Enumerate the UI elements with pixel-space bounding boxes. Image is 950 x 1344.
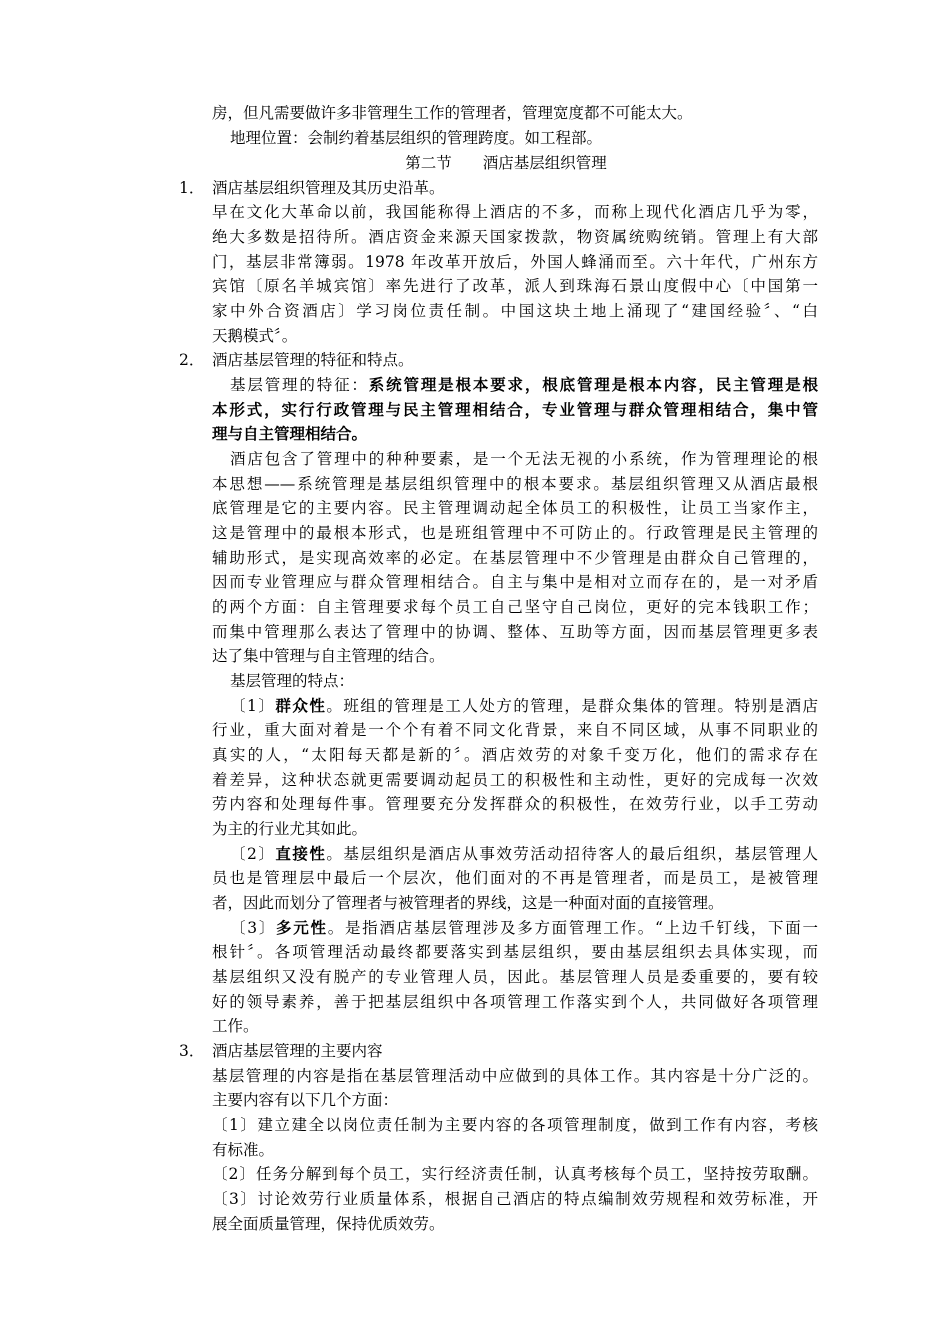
list-number: 2． <box>179 351 205 369</box>
text-line: 者，因此而划分了管理者与被管理者的界线，这是一种面对面的直接管理。 <box>212 894 724 912</box>
trait-term: 群众性 <box>275 696 327 715</box>
text-line: 着差异，这种状态就更需要调动起员工的积极性和主动性，更好的完成每一次效 <box>212 771 818 789</box>
list-number: 3． <box>179 1042 205 1060</box>
text-line: 达了集中管理与自主管理的结合。 <box>212 647 445 665</box>
text-line: 辅助形式，是实现高效率的必定。在基层管理中不少管理是由群众自己管理的， <box>212 549 818 567</box>
text-line: 劳内容和处理每件事。管理要充分发挥群众的积极性，在效劳行业，以手工劳动 <box>212 795 818 813</box>
section-heading: 第二节 酒店基层组织管理 <box>405 154 607 172</box>
text-line: 基层管理的内容是指在基层管理活动中应做到的具体工作。其内容是十分广泛的。 <box>212 1067 818 1085</box>
text-line: 展全面质量管理，保持优质效劳。 <box>212 1215 445 1233</box>
text-line: 底管理是它的主要内容。民主管理调动起全体员工的积极性，让员工当家作主， <box>212 499 818 517</box>
text-line: 家中外合资酒店〕学习岗位责任制。中国这块土地上涌现了“建国经验〞、“白 <box>212 302 818 320</box>
trait-text: 。是指酒店基层管理涉及多方面管理工作。“上边千钉线，下面一 <box>327 919 818 937</box>
trait-text: 。班组的管理是工人处方的管理，是群众集体的管理。特别是酒店 <box>326 697 818 715</box>
text-line: 行业，重大面对着是一个个有着不同文化背景，来自不同区域，从事不同职业的 <box>212 721 818 739</box>
item-heading: 酒店基层组织管理及其历史沿革。 <box>212 179 445 197</box>
text-line: 根针〞。各项管理活动最终都要落实到基层组织，要由基层组织去具体实现，而 <box>212 943 818 961</box>
trait-2-line <box>230 842 818 867</box>
feature-bold: 理与自主管理相结合。 <box>212 424 368 443</box>
traits-label: 基层管理的特点： <box>230 672 355 690</box>
text-line: 有标准。 <box>212 1141 275 1159</box>
feature-bold: 系统管理是根本要求，根底管理是根本内容，民主管理是根 <box>368 375 818 394</box>
feature-line <box>212 398 818 423</box>
trait-prefix: 〔2〕 <box>230 845 276 863</box>
text-line: 酒店包含了管理中的种种要素，是一个无法无视的小系统，作为管理理论的根 <box>230 450 818 468</box>
list-number: 1． <box>179 179 205 197</box>
feature-bold: 本形式，实行行政管理与民主管理相结合，专业管理与群众管理相结合，集中管 <box>212 400 818 419</box>
text-line: 好的领导素养，善于把基层组织中各项管理工作落实到个人，共同做好各项管理 <box>212 993 818 1011</box>
trait-3-line <box>230 916 818 941</box>
feature-label: 基层管理的特征： <box>230 376 369 394</box>
trait-prefix: 〔3〕 <box>230 919 277 937</box>
feature-line <box>212 422 818 447</box>
trait-text: 。基层组织是酒店从事效劳活动招待客人的最后组织，基层管理人 <box>326 845 818 863</box>
text-line: 这是管理中的最根本形式，也是班组管理中不可防止的。行政管理是民主管理的 <box>212 524 818 542</box>
trait-term: 直接性 <box>275 844 327 863</box>
text-line: 因而专业管理应与群众管理相结合。自主与集中是相对立而存在的，是一对矛盾 <box>212 573 818 591</box>
text-line: 房，但凡需要做许多非管理生工作的管理者，管理宽度都不可能太大。 <box>212 104 693 122</box>
trait-term: 多元性 <box>276 918 328 937</box>
text-line: 的两个方面：自主管理要求每个员工自己坚守自己岗位，更好的完本钱职工作； <box>212 598 818 616</box>
text-line: 真实的人，“太阳每天都是新的〞。酒店效劳的对象千变万化，他们的需求存在 <box>212 746 818 764</box>
text-line: 门，基层非常簿弱。1978 年改革开放后，外国人蜂涌而至。六十年代，广州东方 <box>212 253 818 271</box>
content-item-1: 〔1〕建立建全以岗位责任制为主要内容的各项管理制度，做到工作有内容，考核 <box>212 1116 818 1134</box>
text-line: 工作。 <box>212 1017 259 1035</box>
content-item-2: 〔2〕任务分解到每个员工，实行经济责任制，认真考核每个员工，坚持按劳取酬。 <box>212 1165 818 1183</box>
trait-prefix: 〔1〕 <box>230 697 276 715</box>
item-heading: 酒店基层管理的特征和特点。 <box>212 351 414 369</box>
feature-line <box>230 373 818 398</box>
text-line: 绝大多数是招待所。酒店资金来源天国家拨款，物资属统购统销。管理上有大部 <box>212 228 818 246</box>
text-line: 本思想——系统管理是基层组织管理中的根本要求。基层组织管理又从酒店最根 <box>212 475 818 493</box>
text-line: 而集中管理那么表达了管理中的协调、整体、互助等方面，因而基层管理更多表 <box>212 623 818 641</box>
text-line: 主要内容有以下几个方面： <box>212 1091 399 1109</box>
text-line: 为主的行业尤其如此。 <box>212 820 368 838</box>
text-line: 天鹅模式〞。 <box>212 327 298 345</box>
text-line: 地理位置：会制约着基层组织的管理跨度。如工程部。 <box>230 129 603 147</box>
text-line: 早在文化大革命以前，我国能称得上酒店的不多，而称上现代化酒店几乎为零， <box>212 203 818 221</box>
text-line: 基层组织又没有脱产的专业管理人员，因此。基层管理人员是委重要的，要有较 <box>212 968 818 986</box>
content-item-3: 〔3〕讨论效劳行业质量体系，根据自己酒店的特点编制效劳规程和效劳标准，开 <box>212 1190 818 1208</box>
text-line: 员也是管理层中最后一个层次，他们面对的不再是管理者，而是员工，是被管理 <box>212 869 818 887</box>
item-heading: 酒店基层管理的主要内容 <box>212 1042 383 1060</box>
text-line: 宾馆〔原名羊城宾馆〕率先进行了改革，派人到珠海石景山度假中心〔中国第一 <box>212 277 818 295</box>
trait-1-line <box>230 694 818 719</box>
